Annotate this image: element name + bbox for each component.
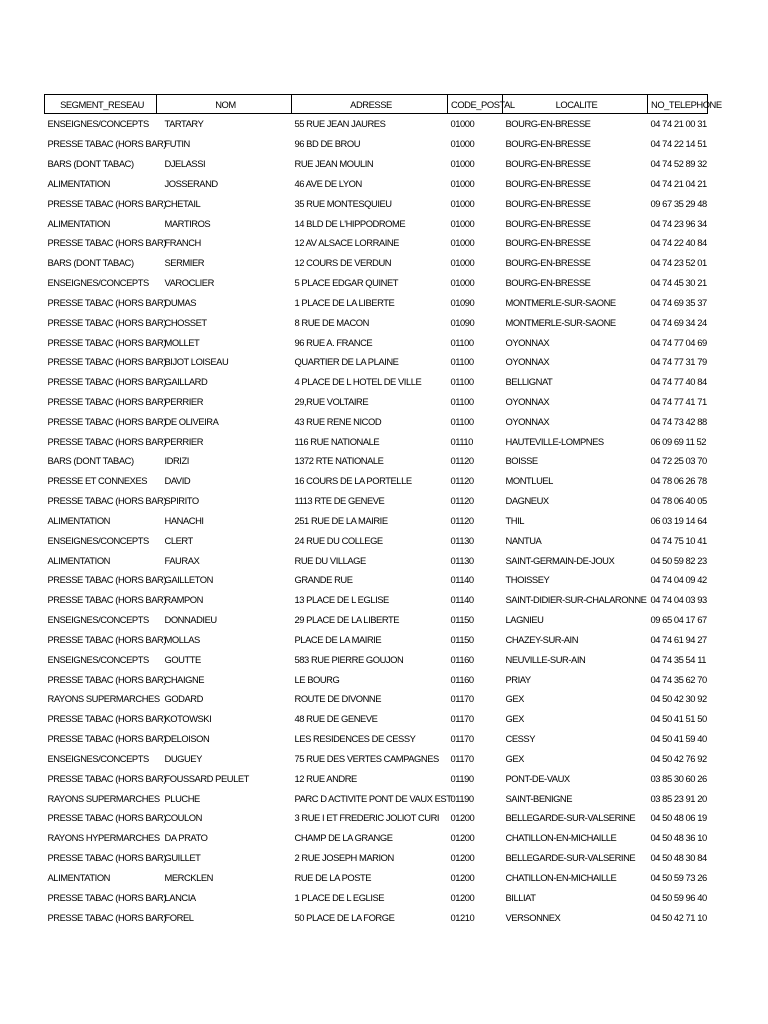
- nom-cell: GAILLETON: [164, 574, 213, 586]
- segment-cell: PRESSE ET CONNEXES: [47, 475, 148, 487]
- adresse-cell: 4 PLACE DE L HOTEL DE VILLE: [294, 376, 422, 388]
- localite-cell: HAUTEVILLE-LOMPNES: [505, 435, 604, 447]
- segment-cell: ALIMENTATION: [47, 217, 110, 229]
- telephone-cell: 09 65 04 17 67: [650, 614, 707, 626]
- nom-cell: JOSSERAND: [164, 177, 218, 189]
- code-postal-cell: 01100: [450, 415, 474, 427]
- adresse-cell: 14 BLD DE L'HIPPODROME: [294, 217, 406, 229]
- code-postal-cell: 01120: [450, 495, 474, 507]
- table-row: [45, 669, 708, 689]
- nom-cell: FUTIN: [164, 138, 190, 150]
- segment-cell: BARS (DONT TABAC): [47, 455, 134, 467]
- table-row: [45, 689, 708, 709]
- telephone-cell: 06 03 19 14 64: [650, 514, 707, 526]
- code-postal-cell: 01200: [450, 852, 475, 864]
- telephone-cell: 03 85 23 91 20: [650, 792, 707, 804]
- telephone-cell: 04 50 42 71 10: [650, 911, 707, 923]
- segment-cell: PRESSE TABAC (HORS BAR): [47, 911, 166, 923]
- code-postal-cell: 01190: [450, 772, 474, 784]
- adresse-cell: 5 PLACE EDGAR QUINET: [294, 277, 399, 289]
- nom-cell: MERCKLEN: [164, 871, 213, 883]
- segment-cell: ENSEIGNES/CONCEPTS: [47, 118, 149, 130]
- nom-cell: FOUSSARD PEULET: [164, 772, 249, 784]
- header-localite: LOCALITE: [503, 95, 648, 114]
- adresse-cell: 1113 RTE DE GENEVE: [294, 495, 385, 507]
- localite-cell: PONT-DE-VAUX: [505, 772, 570, 784]
- localite-cell: BOURG-EN-BRESSE: [505, 177, 591, 189]
- code-postal-cell: 01200: [450, 812, 475, 824]
- nom-cell: GAILLARD: [164, 376, 208, 388]
- segment-cell: PRESSE TABAC (HORS BAR): [47, 495, 166, 507]
- adresse-cell: CHAMP DE LA GRANGE: [294, 832, 393, 844]
- adresse-cell: 12 COURS DE VERDUN: [294, 257, 392, 269]
- table-row: [45, 253, 708, 273]
- localite-cell: SAINT-GERMAIN-DE-JOUX: [505, 554, 615, 566]
- header-adresse: ADRESSE: [292, 95, 448, 114]
- telephone-cell: 04 74 22 40 84: [650, 237, 707, 249]
- localite-cell: BOURG-EN-BRESSE: [505, 197, 591, 209]
- telephone-cell: 04 74 52 89 32: [650, 158, 707, 170]
- table-row: [45, 530, 708, 550]
- code-postal-cell: 01200: [450, 832, 475, 844]
- localite-cell: GEX: [505, 752, 524, 764]
- table-row: [45, 491, 708, 511]
- telephone-cell: 04 74 61 94 27: [650, 633, 707, 645]
- table-row: [45, 193, 708, 213]
- table-row: [45, 154, 708, 174]
- nom-cell: MOLLAS: [164, 633, 200, 645]
- segment-cell: ENSEIGNES/CONCEPTS: [47, 277, 149, 289]
- table-row: [45, 471, 708, 491]
- header-segment-reseau: SEGMENT_RESEAU: [45, 95, 157, 114]
- nom-cell: FAURAX: [164, 554, 200, 566]
- localite-cell: BELLIGNAT: [505, 376, 553, 388]
- segment-cell: BARS (DONT TABAC): [47, 257, 134, 269]
- adresse-cell: 251 RUE DE LA MAIRIE: [294, 514, 388, 526]
- localite-cell: NANTUA: [505, 534, 542, 546]
- code-postal-cell: 01210: [450, 911, 475, 923]
- table-row: [45, 729, 708, 749]
- segment-cell: PRESSE TABAC (HORS BAR): [47, 138, 166, 150]
- code-postal-cell: 01100: [450, 376, 474, 388]
- adresse-cell: 116 RUE NATIONALE: [294, 435, 380, 447]
- code-postal-cell: 01170: [450, 693, 474, 705]
- nom-cell: HANACHI: [164, 514, 204, 526]
- localite-cell: THIL: [505, 514, 525, 526]
- localite-cell: SAINT-BENIGNE: [505, 792, 573, 804]
- segment-cell: PRESSE TABAC (HORS BAR): [47, 435, 166, 447]
- segment-cell: ENSEIGNES/CONCEPTS: [47, 614, 149, 626]
- localite-cell: BOURG-EN-BRESSE: [505, 277, 591, 289]
- code-postal-cell: 01150: [450, 633, 474, 645]
- code-postal-cell: 01190: [450, 792, 474, 804]
- adresse-cell: 96 BD DE BROU: [294, 138, 361, 150]
- adresse-cell: 29,RUE VOLTAIRE: [294, 396, 369, 407]
- nom-cell: DA PRATO: [164, 832, 208, 844]
- segment-cell: PRESSE TABAC (HORS BAR): [47, 812, 166, 824]
- table-row: [45, 273, 708, 293]
- segment-cell: PRESSE TABAC (HORS BAR): [47, 713, 166, 725]
- telephone-cell: 04 74 69 34 24: [650, 316, 707, 328]
- segment-cell: ALIMENTATION: [47, 871, 110, 883]
- code-postal-cell: 01000: [450, 277, 475, 289]
- code-postal-cell: 01170: [450, 752, 474, 764]
- nom-cell: LANCIA: [164, 891, 196, 903]
- telephone-cell: 04 74 35 62 70: [650, 673, 707, 685]
- data-table: [44, 94, 722, 927]
- adresse-cell: 50 PLACE DE LA FORGE: [294, 911, 395, 923]
- localite-cell: VERSONNEX: [505, 911, 561, 923]
- localite-cell: OYONNAX: [505, 356, 550, 368]
- segment-cell: PRESSE TABAC (HORS BAR): [47, 415, 166, 427]
- nom-cell: MOLLET: [164, 336, 200, 348]
- table-row: [45, 867, 708, 887]
- telephone-cell: 06 09 69 11 52: [650, 435, 707, 447]
- table-row: [45, 768, 708, 788]
- adresse-cell: RUE JEAN MOULIN: [294, 158, 374, 170]
- adresse-cell: RUE DU VILLAGE: [294, 554, 366, 566]
- nom-cell: DE OLIVEIRA: [164, 415, 219, 427]
- adresse-cell: LE BOURG: [294, 673, 340, 685]
- table-row: [45, 550, 708, 570]
- adresse-cell: 1 PLACE DE LA LIBERTE: [294, 296, 395, 308]
- telephone-cell: 04 74 35 54 11: [650, 653, 707, 665]
- nom-cell: DUGUEY: [164, 752, 202, 764]
- table-row: [45, 114, 708, 134]
- segment-cell: PRESSE TABAC (HORS BAR): [47, 633, 166, 645]
- localite-cell: PRIAY: [505, 673, 531, 685]
- table-row: [45, 887, 708, 907]
- adresse-cell: LES RESIDENCES DE CESSY: [294, 733, 416, 745]
- localite-cell: BOURG-EN-BRESSE: [505, 158, 591, 170]
- code-postal-cell: 01160: [450, 653, 474, 665]
- nom-cell: VAROCLIER: [164, 277, 214, 289]
- adresse-cell: ROUTE DE DIVONNE: [294, 693, 382, 705]
- nom-cell: PERRIER: [164, 435, 204, 447]
- table-row: [45, 173, 708, 193]
- segment-cell: PRESSE TABAC (HORS BAR): [47, 772, 166, 784]
- table-row: [45, 709, 708, 729]
- segment-cell: PRESSE TABAC (HORS BAR): [47, 356, 166, 368]
- telephone-cell: 04 50 41 59 40: [650, 733, 707, 745]
- adresse-cell: 12 AV ALSACE LORRAINE: [294, 237, 399, 249]
- localite-cell: BOURG-EN-BRESSE: [505, 138, 591, 150]
- telephone-cell: 04 74 23 52 01: [650, 257, 707, 269]
- table-row: [45, 213, 708, 233]
- nom-cell: MARTIROS: [164, 217, 211, 229]
- localite-cell: NEUVILLE-SUR-AIN: [505, 653, 586, 665]
- segment-cell: RAYONS SUPERMARCHES: [47, 792, 160, 804]
- telephone-cell: 04 74 21 00 31: [650, 118, 707, 130]
- localite-cell: BELLEGARDE-SUR-VALSERINE: [505, 812, 636, 824]
- localite-cell: CESSY: [505, 733, 536, 745]
- segment-cell: PRESSE TABAC (HORS BAR): [47, 396, 166, 407]
- code-postal-cell: 01170: [450, 713, 474, 725]
- code-postal-cell: 01120: [450, 455, 474, 467]
- code-postal-cell: 01000: [450, 118, 475, 130]
- telephone-cell: 04 74 45 30 21: [650, 277, 707, 289]
- table-row: [45, 610, 708, 630]
- adresse-cell: PLACE DE LA MAIRIE: [294, 633, 382, 645]
- code-postal-cell: 01150: [450, 614, 474, 626]
- table-row: [45, 630, 708, 650]
- code-postal-cell: 01100: [450, 396, 474, 407]
- nom-cell: DONNADIEU: [164, 614, 217, 626]
- adresse-cell: 24 RUE DU COLLEGE: [294, 534, 383, 546]
- telephone-cell: 04 74 04 03 93: [650, 594, 707, 606]
- localite-cell: BOURG-EN-BRESSE: [505, 118, 591, 130]
- segment-cell: PRESSE TABAC (HORS BAR): [47, 574, 166, 586]
- segment-cell: PRESSE TABAC (HORS BAR): [47, 594, 166, 606]
- table-row: [45, 808, 708, 828]
- code-postal-cell: 01200: [450, 891, 475, 903]
- localite-cell: BILLIAT: [505, 891, 536, 903]
- nom-cell: CHAIGNE: [164, 673, 205, 685]
- nom-cell: KOTOWSKI: [164, 713, 212, 725]
- header-no-telephone: NO_TELEPHONE: [648, 95, 708, 114]
- segment-cell: PRESSE TABAC (HORS BAR): [47, 673, 166, 685]
- segment-cell: ENSEIGNES/CONCEPTS: [47, 534, 149, 546]
- adresse-cell: 46 AVE DE LYON: [294, 177, 362, 189]
- telephone-cell: 03 85 30 60 26: [650, 772, 707, 784]
- code-postal-cell: 01000: [450, 257, 475, 269]
- segment-cell: PRESSE TABAC (HORS BAR): [47, 237, 166, 249]
- telephone-cell: 09 67 35 29 48: [650, 197, 707, 209]
- code-postal-cell: 01110: [450, 435, 473, 447]
- code-postal-cell: 01000: [450, 177, 475, 189]
- segment-cell: PRESSE TABAC (HORS BAR): [47, 296, 166, 308]
- nom-cell: BIJOT LOISEAU: [164, 356, 229, 368]
- segment-cell: RAYONS SUPERMARCHES: [47, 693, 160, 705]
- telephone-cell: 04 74 22 14 51: [650, 138, 707, 150]
- adresse-cell: 2 RUE JOSEPH MARION: [294, 852, 394, 864]
- nom-cell: SERMIER: [164, 257, 205, 269]
- telephone-cell: 04 78 06 26 78: [650, 475, 707, 487]
- adresse-cell: 12 RUE ANDRE: [294, 772, 357, 784]
- code-postal-cell: 01140: [450, 594, 474, 606]
- telephone-cell: 04 50 41 51 50: [650, 713, 707, 725]
- telephone-cell: 04 74 21 04 21: [650, 177, 707, 189]
- table-row: [45, 828, 708, 848]
- localite-cell: LAGNIEU: [505, 614, 544, 626]
- localite-cell: DAGNEUX: [505, 495, 549, 507]
- adresse-cell: 13 PLACE DE L EGLISE: [294, 594, 389, 606]
- localite-cell: CHATILLON-EN-MICHAILLE: [505, 832, 617, 844]
- telephone-cell: 04 74 69 35 37: [650, 296, 707, 308]
- telephone-cell: 04 74 77 41 71: [650, 396, 707, 407]
- localite-cell: OYONNAX: [505, 336, 550, 348]
- code-postal-cell: 01100: [450, 336, 474, 348]
- adresse-cell: 583 RUE PIERRE GOUJON: [294, 653, 404, 665]
- header-code-postal: CODE_POSTAL: [448, 95, 503, 114]
- nom-cell: FRANCH: [164, 237, 201, 249]
- code-postal-cell: 01000: [450, 217, 475, 229]
- segment-cell: ALIMENTATION: [47, 514, 110, 526]
- spreadsheet-page: [44, 94, 722, 927]
- table-row: [45, 590, 708, 610]
- nom-cell: PLUCHE: [164, 792, 200, 804]
- segment-cell: PRESSE TABAC (HORS BAR): [47, 316, 166, 328]
- telephone-cell: 04 50 42 76 92: [650, 752, 707, 764]
- telephone-cell: 04 74 04 09 42: [650, 574, 707, 586]
- localite-cell: MONTMERLE-SUR-SAONE: [505, 316, 616, 328]
- code-postal-cell: 01170: [450, 733, 474, 745]
- table-body: [45, 114, 708, 927]
- segment-cell: PRESSE TABAC (HORS BAR): [47, 891, 166, 903]
- adresse-cell: QUARTIER DE LA PLAINE: [294, 356, 399, 368]
- nom-cell: FOREL: [164, 911, 194, 923]
- code-postal-cell: 01000: [450, 237, 475, 249]
- localite-cell: BOURG-EN-BRESSE: [505, 257, 591, 269]
- adresse-cell: 16 COURS DE LA PORTELLE: [294, 475, 412, 487]
- table-row: [45, 907, 708, 927]
- segment-cell: RAYONS HYPERMARCHES: [47, 832, 160, 844]
- code-postal-cell: 01000: [450, 197, 475, 209]
- table-row: [45, 332, 708, 352]
- nom-cell: IDRIZI: [164, 455, 189, 467]
- adresse-cell: 8 RUE DE MACON: [294, 316, 369, 328]
- telephone-cell: 04 50 48 06 19: [650, 812, 707, 824]
- table-row: [45, 431, 708, 451]
- segment-cell: PRESSE TABAC (HORS BAR): [47, 852, 166, 864]
- code-postal-cell: 01120: [450, 475, 474, 487]
- nom-cell: DUMAS: [164, 296, 197, 308]
- table-row: [45, 570, 708, 590]
- table-row: [45, 134, 708, 154]
- telephone-cell: 04 74 77 40 84: [650, 376, 707, 388]
- code-postal-cell: 01120: [450, 514, 474, 526]
- table-row: [45, 372, 708, 392]
- adresse-cell: 1372 RTE NATIONALE: [294, 455, 384, 467]
- adresse-cell: 35 RUE MONTESQUIEU: [294, 197, 392, 209]
- table-row: [45, 749, 708, 769]
- localite-cell: THOISSEY: [505, 574, 550, 586]
- localite-cell: BOURG-EN-BRESSE: [505, 237, 591, 249]
- localite-cell: MONTMERLE-SUR-SAONE: [505, 296, 616, 308]
- nom-cell: DJELASSI: [164, 158, 206, 170]
- adresse-cell: 96 RUE A. FRANCE: [294, 336, 373, 348]
- table-row: [45, 411, 708, 431]
- localite-cell: CHATILLON-EN-MICHAILLE: [505, 871, 617, 883]
- table-row: [45, 451, 708, 471]
- segment-cell: PRESSE TABAC (HORS BAR): [47, 336, 166, 348]
- header-nom: NOM: [157, 95, 292, 114]
- localite-cell: OYONNAX: [505, 415, 550, 427]
- telephone-cell: 04 50 59 73 26: [650, 871, 707, 883]
- table-row: [45, 312, 708, 332]
- adresse-cell: RUE DE LA POSTE: [294, 871, 372, 883]
- telephone-cell: 04 50 48 30 84: [650, 852, 707, 864]
- header-row: [45, 95, 708, 114]
- nom-cell: GUILLET: [164, 852, 201, 864]
- table-row: [45, 233, 708, 253]
- adresse-cell: 75 RUE DES VERTES CAMPAGNES: [294, 752, 439, 764]
- telephone-cell: 04 74 73 42 88: [650, 415, 707, 427]
- nom-cell: GOUTTE: [164, 653, 201, 665]
- adresse-cell: 29 PLACE DE LA LIBERTE: [294, 614, 400, 626]
- segment-cell: ALIMENTATION: [47, 554, 110, 566]
- code-postal-cell: 01130: [450, 534, 474, 546]
- code-postal-cell: 01140: [450, 574, 474, 586]
- adresse-cell: 48 RUE DE GENEVE: [294, 713, 378, 725]
- nom-cell: DELOISON: [164, 733, 210, 745]
- segment-cell: ENSEIGNES/CONCEPTS: [47, 752, 149, 764]
- table-row: [45, 649, 708, 669]
- adresse-cell: 43 RUE RENE NICOD: [294, 415, 382, 427]
- nom-cell: CHETAIL: [164, 197, 201, 209]
- table-row: [45, 511, 708, 531]
- telephone-cell: 04 74 77 04 69: [650, 336, 707, 348]
- telephone-cell: 04 50 59 96 40: [650, 891, 707, 903]
- nom-cell: CHOSSET: [164, 316, 207, 328]
- nom-cell: SPIRITO: [164, 495, 199, 507]
- segment-cell: PRESSE TABAC (HORS BAR): [47, 376, 166, 388]
- adresse-cell: 1 PLACE DE L EGLISE: [294, 891, 385, 903]
- localite-cell: MONTLUEL: [505, 475, 553, 487]
- adresse-cell: 3 RUE I ET FREDERIC JOLIOT CURI: [294, 812, 440, 824]
- segment-cell: PRESSE TABAC (HORS BAR): [47, 197, 166, 209]
- nom-cell: RAMPON: [164, 594, 203, 606]
- localite-cell: CHAZEY-SUR-AIN: [505, 633, 579, 645]
- nom-cell: COULON: [164, 812, 202, 824]
- code-postal-cell: 01130: [450, 554, 474, 566]
- nom-cell: CLERT: [164, 534, 193, 546]
- telephone-cell: 04 74 77 31 79: [650, 356, 707, 368]
- nom-cell: PERRIER: [164, 396, 204, 407]
- localite-cell: BOISSE: [505, 455, 538, 467]
- nom-cell: GODARD: [164, 693, 203, 705]
- segment-cell: ALIMENTATION: [47, 177, 110, 189]
- code-postal-cell: 01100: [450, 356, 474, 368]
- table-row: [45, 788, 708, 808]
- adresse-cell: 55 RUE JEAN JAURES: [294, 118, 386, 130]
- telephone-cell: 04 50 59 82 23: [650, 554, 707, 566]
- telephone-cell: 04 78 06 40 05: [650, 495, 707, 507]
- localite-cell: OYONNAX: [505, 396, 550, 407]
- telephone-cell: 04 74 23 96 34: [650, 217, 707, 229]
- table-row: [45, 848, 708, 868]
- nom-cell: DAVID: [164, 475, 191, 487]
- localite-cell: SAINT-DIDIER-SUR-CHALARONNE: [505, 594, 647, 606]
- localite-cell: BOURG-EN-BRESSE: [505, 217, 591, 229]
- nom-cell: TARTARY: [164, 118, 204, 130]
- code-postal-cell: 01200: [450, 871, 475, 883]
- table-row: [45, 352, 708, 372]
- code-postal-cell: 01160: [450, 673, 474, 685]
- telephone-cell: 04 72 25 03 70: [650, 455, 707, 467]
- adresse-cell: PARC D ACTIVITE PONT DE VAUX EST: [294, 792, 452, 804]
- localite-cell: GEX: [505, 713, 524, 725]
- table-row: [45, 292, 708, 312]
- segment-cell: BARS (DONT TABAC): [47, 158, 134, 170]
- code-postal-cell: 01090: [450, 296, 475, 308]
- table-row: [45, 392, 708, 412]
- code-postal-cell: 01000: [450, 138, 475, 150]
- segment-cell: PRESSE TABAC (HORS BAR): [47, 733, 166, 745]
- segment-cell: ENSEIGNES/CONCEPTS: [47, 653, 149, 665]
- adresse-cell: GRANDE RUE: [294, 574, 353, 586]
- telephone-cell: 04 50 48 36 10: [650, 832, 707, 844]
- localite-cell: GEX: [505, 693, 524, 705]
- telephone-cell: 04 74 75 10 41: [650, 534, 707, 546]
- telephone-cell: 04 50 42 30 92: [650, 693, 707, 705]
- code-postal-cell: 01090: [450, 316, 475, 328]
- localite-cell: BELLEGARDE-SUR-VALSERINE: [505, 852, 636, 864]
- code-postal-cell: 01000: [450, 158, 475, 170]
